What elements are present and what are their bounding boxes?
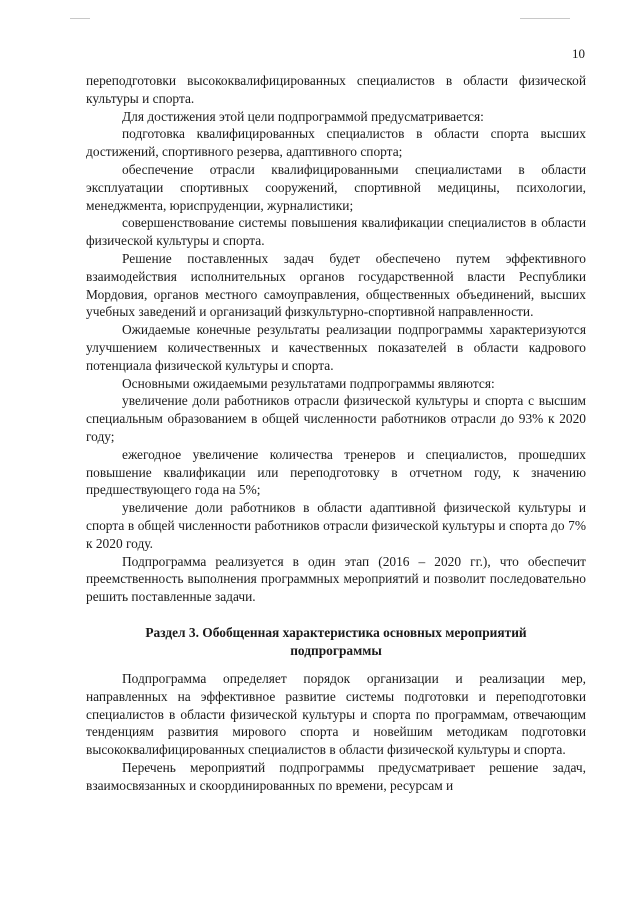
paragraph: обеспечение отрасли квалифицированными специалистами в области эксплуатации спортивных сооружений, спортивной медицины, психологии, менеджмента, юриспруденции, журналистики; bbox=[86, 161, 586, 213]
paragraph: Подпрограмма определяет порядок организации и реализации мер, направленных на эффективное развитие системы подготовки и переподготовки специалистов в области физической культуры и спорта по программам, отвечающим тенденциям развития мирового спорта и новейшим методикам подготовки высококвалифицированных специалистов в области физической культуры и спорта. bbox=[86, 671, 586, 758]
paragraph: Ожидаемые конечные результаты реализации подпрограммы характеризуются улучшением количественных и качественных показателей в области кадрового потенциала физической культуры и спорта. bbox=[86, 322, 586, 373]
document-body-top bbox=[86, 72, 586, 606]
paragraph: увеличение доли работников в области адаптивной физической культуры и спорта в общей численности работников отрасли физической культуры и спорта до 7% к 2020 году. bbox=[86, 500, 586, 551]
section-heading-line: подпрограммы bbox=[290, 643, 382, 658]
section-heading-line: Раздел 3. Обобщенная характеристика основных мероприятий bbox=[145, 625, 527, 640]
scan-artifact bbox=[70, 18, 90, 19]
paragraph: совершенствование системы повышения квалификации специалистов в области физической культуры и спорта. bbox=[86, 215, 586, 249]
paragraph: Для достижения этой цели подпрограммой предусматривается: bbox=[122, 108, 484, 124]
page-number: 10 bbox=[572, 46, 585, 61]
paragraph: Решение поставленных задач будет обеспечено путем эффективного взаимодействия исполнительных органов государственной власти Республики Мордовия, органов местного самоуправления, общественных объединений, высших учебных заведений и организаций физкультурно-спортивной направленности. bbox=[86, 250, 586, 320]
paragraph: Перечень мероприятий подпрограммы предусматривает решение задач, взаимосвязанных и скоординированных по времени, ресурсам и bbox=[86, 759, 586, 793]
scan-artifact bbox=[520, 18, 570, 19]
document-body-bottom bbox=[86, 670, 586, 795]
paragraph: увеличение доли работников отрасли физической культуры и спорта с высшим специальным образованием в общей численности работников отрасли до 93% к 2020 году; bbox=[86, 393, 586, 444]
paragraph: Подпрограмма реализуется в один этап (2016 – 2020 гг.), что обеспечит преемственность выполнения программных мероприятий и позволит последовательно решить поставленные задачи. bbox=[86, 553, 586, 605]
paragraph: переподготовки высококвалифицированных специалистов в области физической культуры и спорта. bbox=[86, 73, 586, 106]
section-heading bbox=[86, 624, 586, 660]
paragraph: Основными ожидаемыми результатами подпрограммы являются: bbox=[122, 375, 495, 391]
paragraph: ежегодное увеличение количества тренеров и специалистов, прошедших повышение квалификации или переподготовку в отчетном году, к значению предшествующего года на 5%; bbox=[86, 446, 586, 498]
paragraph: подготовка квалифицированных специалистов в области спорта высших достижений, спортивного резерва, адаптивного спорта; bbox=[86, 126, 586, 160]
